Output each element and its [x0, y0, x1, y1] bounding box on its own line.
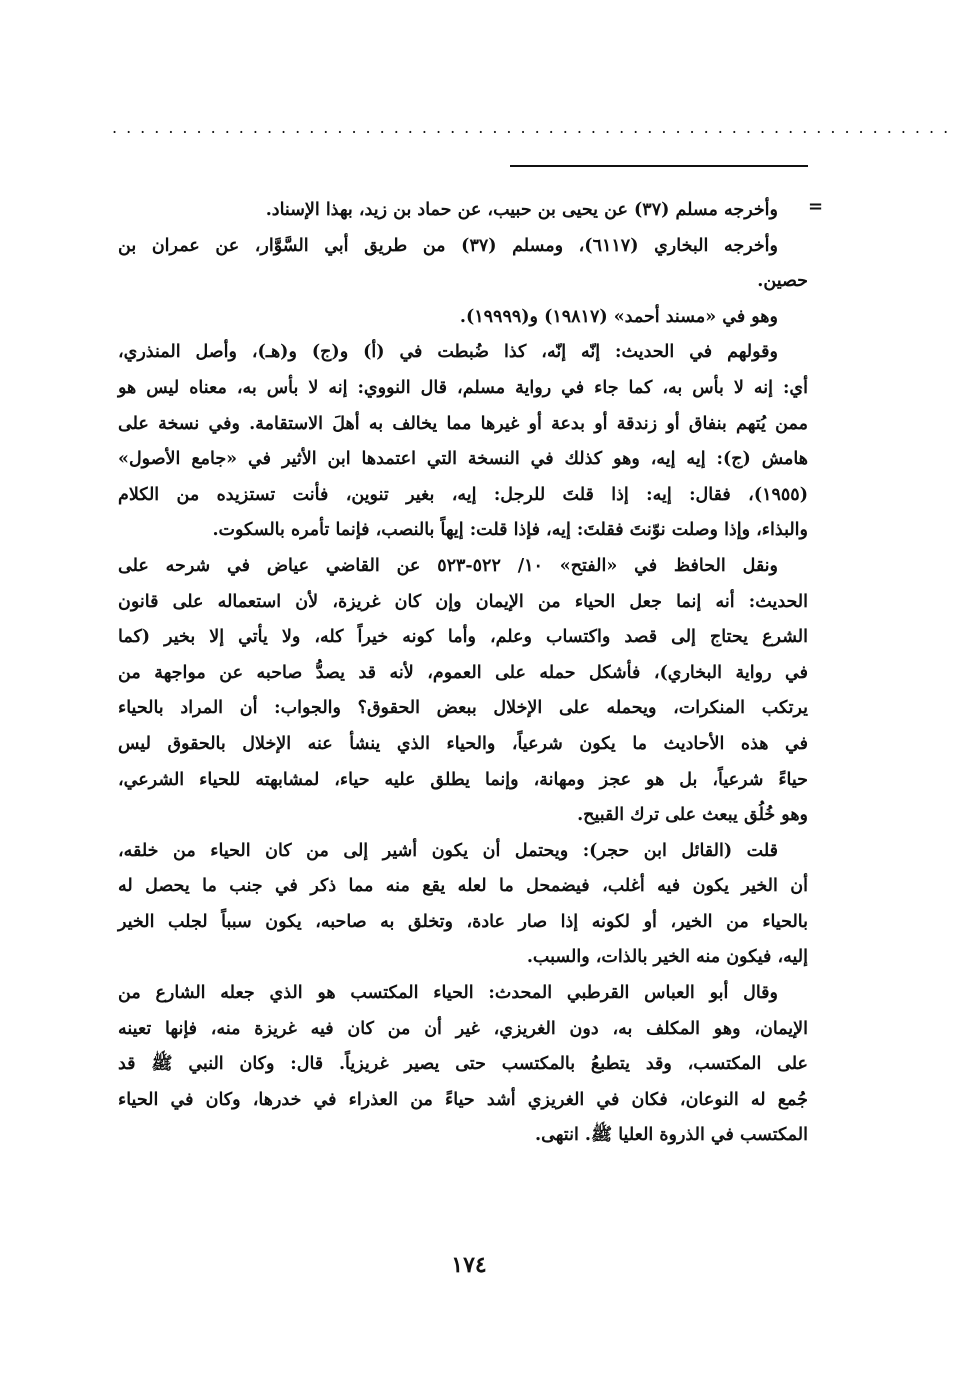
text-line: وأخرجه البخاري (٦١١٧)، ومسلم (٣٧) من طريق أبي السَّوَّار، عن عمران بن	[118, 235, 778, 256]
text-line: الإيمان، وهو المكلف به، دون الغريزي، غير أن من كان فيه غريزة منه، فإنها تعينه	[118, 1018, 808, 1039]
text-line: وقال أبو العباس القرطبي المحدث: الحياء المكتسب هو الذي جعله الشارع من	[118, 983, 778, 1004]
text-line: وهو خُلُق يبعث على ترك القبيح.	[577, 805, 808, 826]
text-line: والبذاء، وإذا وصلت نوّنتَ فقلتَ: إيه، فإذا قلت: إيهاً بالنصب، فإنما تأمره بالسكوت.	[212, 520, 808, 541]
text-line: حصين.	[757, 271, 808, 292]
text-line: في رواية البخاري)، فأشكل حمله على العموم، لأنه قد يصدُّ صاحبه عن مواجهة من	[118, 662, 808, 683]
text-line: وأخرجه مسلم (٣٧) عن يحيى بن حبيب، عن حماد بن زيد، بهذا الإسناد.	[265, 200, 778, 220]
text-line: بالحياء من الخير، أو لكونه إذا صار عادة، وتخلق به صاحبه، يكون سبباً لجلب الخير	[118, 911, 808, 932]
text-line: أن الخير يكون فيه أغلب، فيضمحل ما لعله يقع منه مما ذكر في جنب ما يحصل له	[118, 876, 808, 897]
text-line: على المكتسب، وقد يتطبعُ بالمكتسب حتى يصير غريزياً. قال: وكان النبي ﷺ قد	[118, 1054, 808, 1075]
text-line: الشرع يحتاج إلى قصد واكتساب وعلم، وأما كونه خيراً كله، ولا يأتي إلا بخير (كما	[118, 627, 808, 648]
text-line: في هذه الأحاديث ما يكون شرعياً، والحياء الذي ينشأ عنه الإخلال بالحقوق ليس	[118, 733, 808, 754]
text-line: أي: إنه لا بأس به، كما جاء في رواية مسلم، قال النووي: إنه لا بأس به، معناه ليس هو	[118, 377, 808, 398]
text-line: جُمع له النوعان، فكان في الغريزي أشد حياءً من العذراء في خدرها، وكان في الحياء	[118, 1089, 808, 1110]
text-line: إليه، فيكون منه الخير بالذات، والسبب.	[526, 947, 808, 968]
footnote-rule	[510, 165, 808, 167]
separator-dots: ............................................................	[112, 118, 957, 137]
text-line: الحديث: أنه إنما جعل الحياء من الإيمان وإن كان غريزة، لأن استعماله على قانون	[118, 591, 808, 612]
text-line: وهو في «مسند أحمد» (١٩٨١٧) و(١٩٩٩٩).	[459, 306, 778, 327]
text-line: يرتكب المنكرات، ويحمله على الإخلال ببعض الحقوق؟ والجواب: أن المراد بالحياء	[118, 698, 808, 719]
footnote-text	[118, 193, 808, 1154]
text-line: وقولهم في الحديث: إنّه إنّه، كذا ضُبطت في (أ) و(ج) و(هـ)، وأصل المنذري،	[118, 342, 778, 363]
text-line: قلت (القائل ابن حجر): ويحتمل أن يكون أشير إلى من كان الحياء من خلقه،	[118, 840, 778, 861]
page-number: ١٧٤	[451, 1252, 487, 1278]
text-line: ممن يُتهم بنفاق أو زندقة أو بدعة أو غيرها مما يخالف به أهلَ الاستقامة. وفي نسخة على	[118, 413, 808, 434]
text-line: ونقل الحافظ في «الفتح» ١٠/ ٥٢٢-٥٢٣ عن القاضي عياض في شرحه على	[118, 555, 778, 576]
text-line: (١٩٥٥)، فقال: إيه: إذا قلتَ للرجل: إيه، بغير تنوين، فأنت تستزيده من الكلام	[118, 484, 808, 505]
continuation-mark: =	[808, 196, 824, 217]
text-line: المكتسب في الذروة العليا ﷺ. انتهى.	[535, 1125, 808, 1146]
text-line: حياءً شرعياً، بل هو عجز ومهانة، وإنما يطلق عليه حياء، لمشابهته للحياء الشرعي،	[118, 769, 808, 790]
text-line: هامش (ج): إيه إيه، وهو كذلك في النسخة التي اعتمدها ابن الأثير في «جامع الأصول»	[118, 449, 808, 470]
